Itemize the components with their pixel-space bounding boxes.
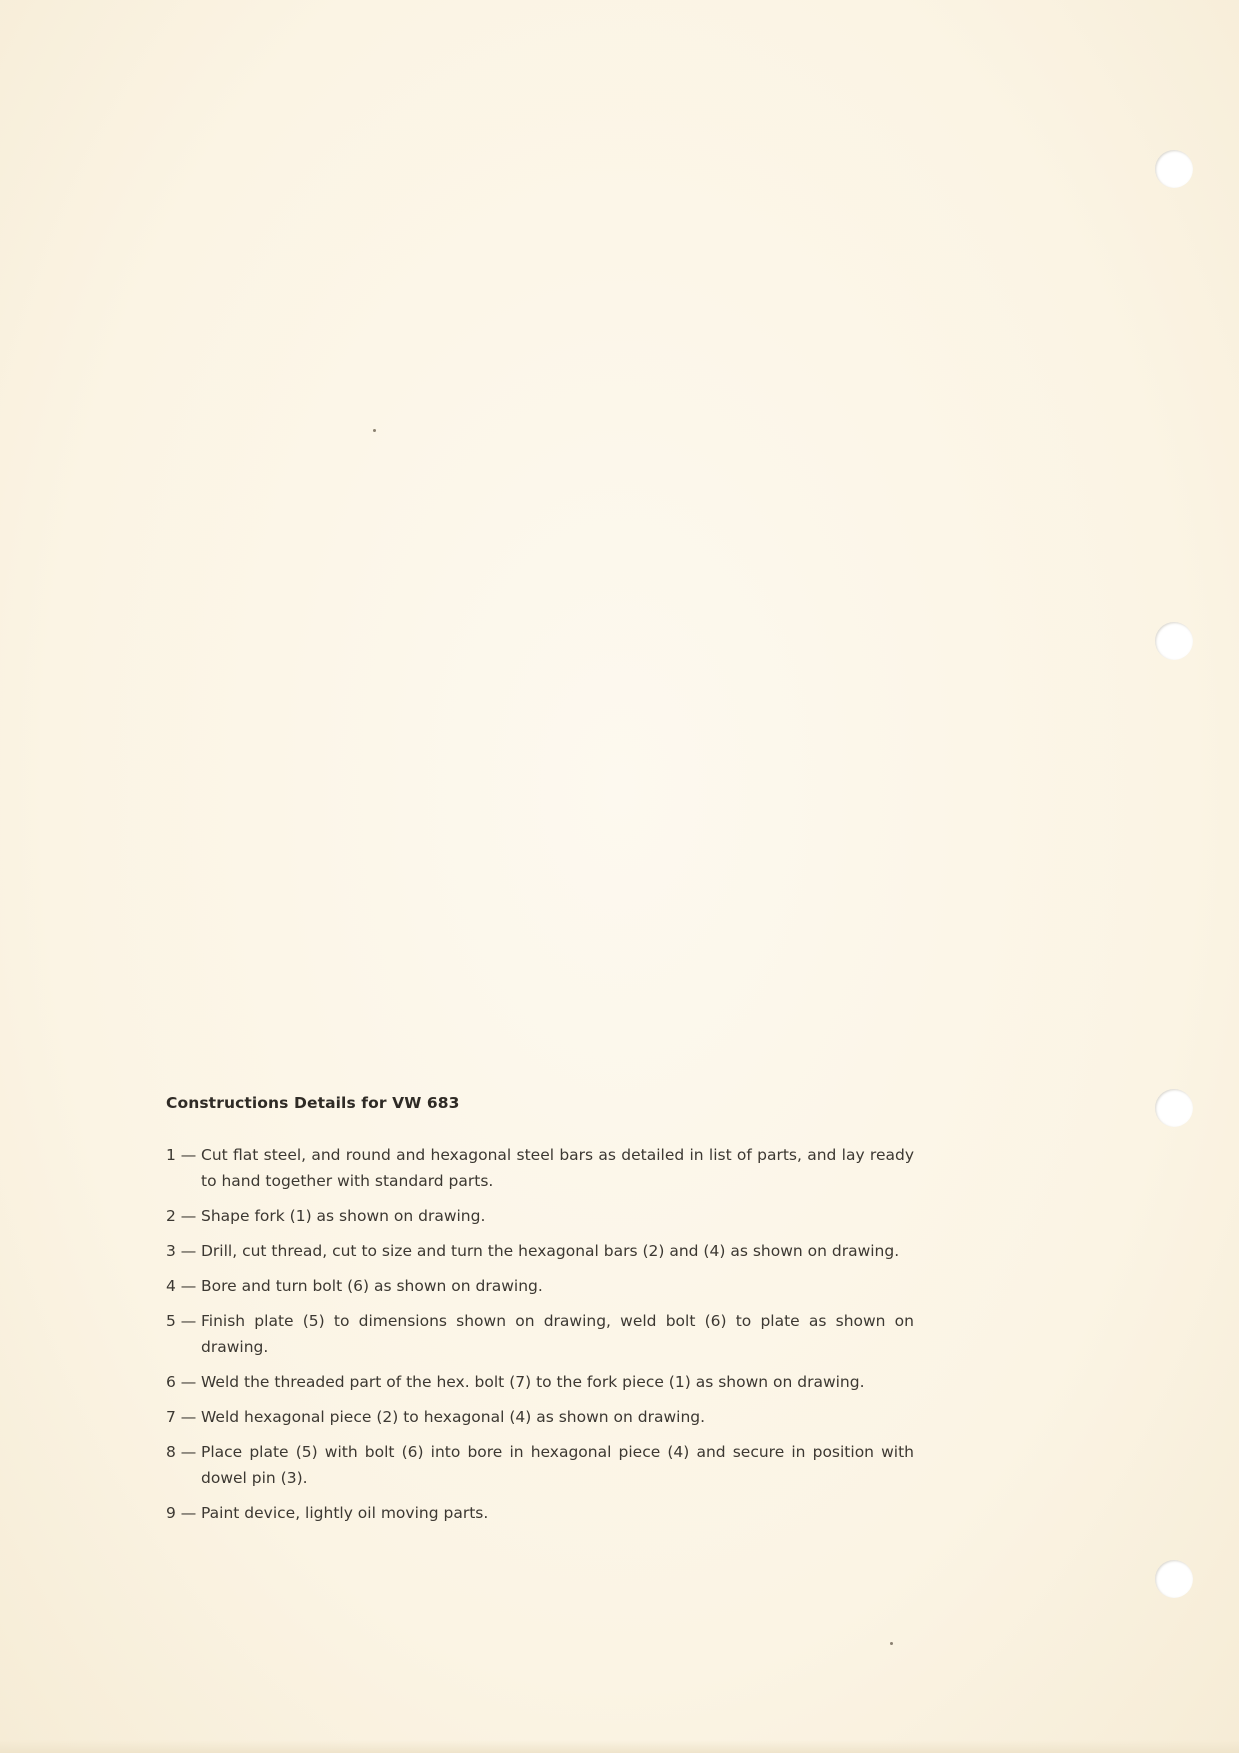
list-item [166,1439,914,1491]
step-text: Cut flat steel, and round and hexagonal steel bars as detailed in list of parts, and lay ready to hand together with standard parts. [201,1146,914,1190]
paper-speck [890,1642,893,1645]
binder-hole [1155,1560,1193,1598]
step-text: Place plate (5) with bolt (6) into bore in hexagonal piece (4) and secure in position with dowel pin (3). [201,1443,914,1487]
step-number: 1 — [166,1146,197,1164]
list-item [166,1500,914,1526]
binder-hole [1155,622,1193,660]
steps-list [166,1142,914,1526]
step-text: Paint device, lightly oil moving parts. [201,1504,489,1522]
list-item [166,1142,914,1194]
list-item [166,1203,914,1229]
step-text: Finish plate (5) to dimensions shown on drawing, weld bolt (6) to plate as shown on drawing. [201,1312,914,1356]
step-number: 9 — [166,1504,197,1522]
step-text: Weld hexagonal piece (2) to hexagonal (4) as shown on drawing. [201,1408,706,1426]
step-text: Shape fork (1) as shown on drawing. [201,1207,486,1225]
step-number: 4 — [166,1277,197,1295]
step-number: 5 — [166,1312,197,1330]
section-heading: Constructions Details for VW 683 [166,1094,460,1112]
list-item [166,1273,914,1299]
list-item [166,1404,914,1430]
list-item [166,1238,914,1264]
list-item [166,1369,914,1395]
step-number: 3 — [166,1242,197,1260]
construction-details-section [166,1090,914,1535]
paper-speck [373,429,376,432]
paper-bottom-edge [0,1740,1239,1753]
step-text: Drill, cut thread, cut to size and turn the hexagonal bars (2) and (4) as shown on drawing. [201,1242,900,1260]
step-number: 8 — [166,1443,197,1461]
list-item [166,1308,914,1360]
step-text: Bore and turn bolt (6) as shown on drawing. [201,1277,543,1295]
step-number: 6 — [166,1373,197,1391]
binder-hole [1155,1089,1193,1127]
step-text: Weld the threaded part of the hex. bolt (7) to the fork piece (1) as shown on drawing. [201,1373,865,1391]
step-number: 2 — [166,1207,197,1225]
binder-hole [1155,150,1193,188]
step-number: 7 — [166,1408,197,1426]
